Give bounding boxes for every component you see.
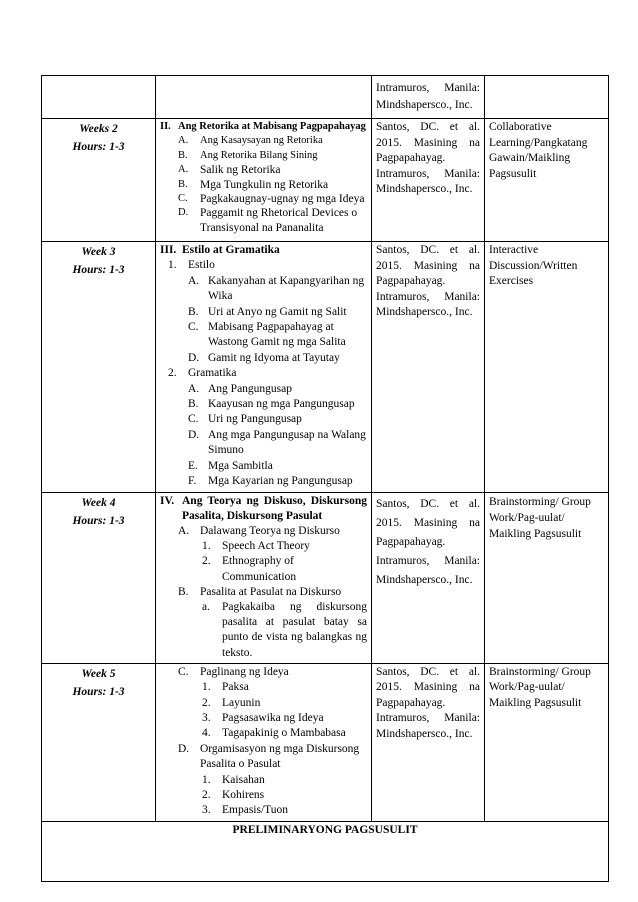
list-item: B. Ang Retorika Bilang Sining <box>178 149 318 161</box>
list-item: A. Ang Pangungusap <box>188 382 293 395</box>
list-item: 2. Layunin <box>202 696 261 709</box>
unit-title: II. Ang Retorika at Mabisang Pagpapahayag <box>160 121 366 132</box>
week-label: Week 3 <box>81 246 116 258</box>
list-item: D. Ang mga Pangungusap na Walang Simuno <box>188 428 366 457</box>
reference-cell <box>372 242 485 493</box>
list-item: C. Uri ng Pangungusap <box>188 413 302 426</box>
unit-title: IV. Ang Teorya ng Diskuso, Diskursong Pasalita, Diskursong Pasulat <box>160 494 367 522</box>
list-item: B. Kaayusan ng mga Pangungusap <box>188 398 355 411</box>
reference-cell <box>372 663 485 821</box>
list-item: B. Pasalita at Pasulat na Diskurso <box>178 585 342 598</box>
hours-label: Hours: 1-3 <box>72 264 125 276</box>
table-row <box>42 119 609 242</box>
topics-cell <box>156 492 372 663</box>
reference-text: Santos, DC. et al. 2015. Masining na Pagpapahayag. Intramuros, Manila: Mindshapersco., Inc. <box>376 121 480 195</box>
topics-cell <box>156 76 372 119</box>
list-item: A. Kakanyahan at Kapangyarihan ng Wika <box>188 274 365 303</box>
topics-cell <box>156 119 372 242</box>
hours-label: Hours: 1-3 <box>72 141 125 153</box>
list-item: A. Ang Kasaysayan ng Retorika <box>178 135 323 147</box>
hours-label: Hours: 1-3 <box>72 514 125 527</box>
reference-text: Santos, DC. et al. 2015. Masining na Pagpapahayag. Intramuros, Manila: Mindshapersco., Inc. <box>376 665 480 740</box>
activity-cell <box>485 242 609 493</box>
list-item: 2. Ethnography of Communication <box>202 555 297 583</box>
week-cell <box>42 242 156 493</box>
list-item: A. Salik ng Retorika <box>178 164 281 177</box>
activity-cell <box>485 119 609 242</box>
table-row <box>42 242 609 493</box>
exam-heading: PRELIMINARYONG PAGSUSULIT <box>42 821 609 881</box>
list-item: a. Pagkakaiba ng diskursong pasalita at pasulat batay sa punto de vista ng balangkas ng teksto. <box>202 600 367 659</box>
list-item: A. Dalawang Teorya ng Diskurso <box>178 524 340 537</box>
week-label: Weeks 2 <box>79 123 118 135</box>
list-item: D. Paggamit ng Rhetorical Devices o Transisyonal na Pananalita <box>178 207 358 234</box>
reference-text: Santos, DC. et al. 2015. Masining na Pagpapahayag. Intramuros, Manila: Mindshapersco., Inc. <box>376 244 480 318</box>
activity-cell <box>485 663 609 821</box>
reference-cell <box>372 492 485 663</box>
list-item: D. Orgamisasyon ng mga Diskursong Pasalita o Pasulat <box>178 742 360 771</box>
activity-text: Brainstorming/ Group Work/Pag-uulat/ Maikling Pagsusulit <box>489 665 591 709</box>
reference-text: Intramuros, Manila: Mindshapersco., Inc. <box>376 82 480 111</box>
table-row <box>42 76 609 119</box>
table-row <box>42 663 609 821</box>
list-item: 2. Gramatika <box>168 367 237 380</box>
list-item: 1. Estilo <box>168 259 215 272</box>
list-item: 1. Speech Act Theory <box>202 540 310 553</box>
week-cell <box>42 76 156 119</box>
hours-label: Hours: 1-3 <box>72 685 125 698</box>
reference-cell <box>372 119 485 242</box>
week-cell <box>42 663 156 821</box>
reference-text: Santos, DC. et al. 2015. Masining na Pagpapahayag. Intramuros, Manila: Mindshapersco., Inc. <box>376 497 480 586</box>
topics-cell <box>156 663 372 821</box>
list-item: C. Mabisang Pagpapahayag at Wastong Gamit ng mga Salita <box>188 321 346 349</box>
list-item: 3. Pagsasawika ng Ideya <box>202 711 324 724</box>
week-label: Week 5 <box>81 667 116 680</box>
list-item: B. Uri at Anyo ng Gamit ng Salit <box>188 305 347 318</box>
activity-text: Collaborative Learning/Pangkatang Gawain/Maikling Pagsusulit <box>489 121 588 180</box>
table-row <box>42 492 609 663</box>
syllabus-table <box>41 75 609 882</box>
list-item: 1. Kaisahan <box>202 773 265 786</box>
list-item: 4. Tagapakinig o Mambabasa <box>202 727 346 740</box>
list-item: 3. Empasis/Tuon <box>202 804 289 817</box>
activity-cell <box>485 76 609 119</box>
unit-title: III. Estilo at Gramatika <box>160 244 280 256</box>
list-item: B. Mga Tungkulin ng Retorika <box>178 178 329 191</box>
reference-cell <box>372 76 485 119</box>
list-item: D. Gamit ng Idyoma at Tayutay <box>188 351 340 364</box>
list-item: 1. Paksa <box>202 681 249 694</box>
activity-text: Brainstorming/ Group Work/Pag-uulat/ Maikling Pagsusulit <box>489 495 591 540</box>
list-item: C. Paglinang ng Ideya <box>178 665 289 678</box>
week-label: Week 4 <box>81 496 116 509</box>
activity-text: Interactive Discussion/Written Exercises <box>489 244 578 287</box>
list-item: C. Pagkakaugnay-ugnay ng mga Ideya <box>178 193 365 206</box>
list-item: E. Mga Sambitla <box>188 459 273 472</box>
activity-cell <box>485 492 609 663</box>
list-item: 2. Kohirens <box>202 788 265 801</box>
week-cell <box>42 119 156 242</box>
topics-cell <box>156 242 372 493</box>
week-cell <box>42 492 156 663</box>
table-row <box>42 821 609 881</box>
list-item: F. Mga Kayarian ng Pangungusap <box>188 475 353 488</box>
